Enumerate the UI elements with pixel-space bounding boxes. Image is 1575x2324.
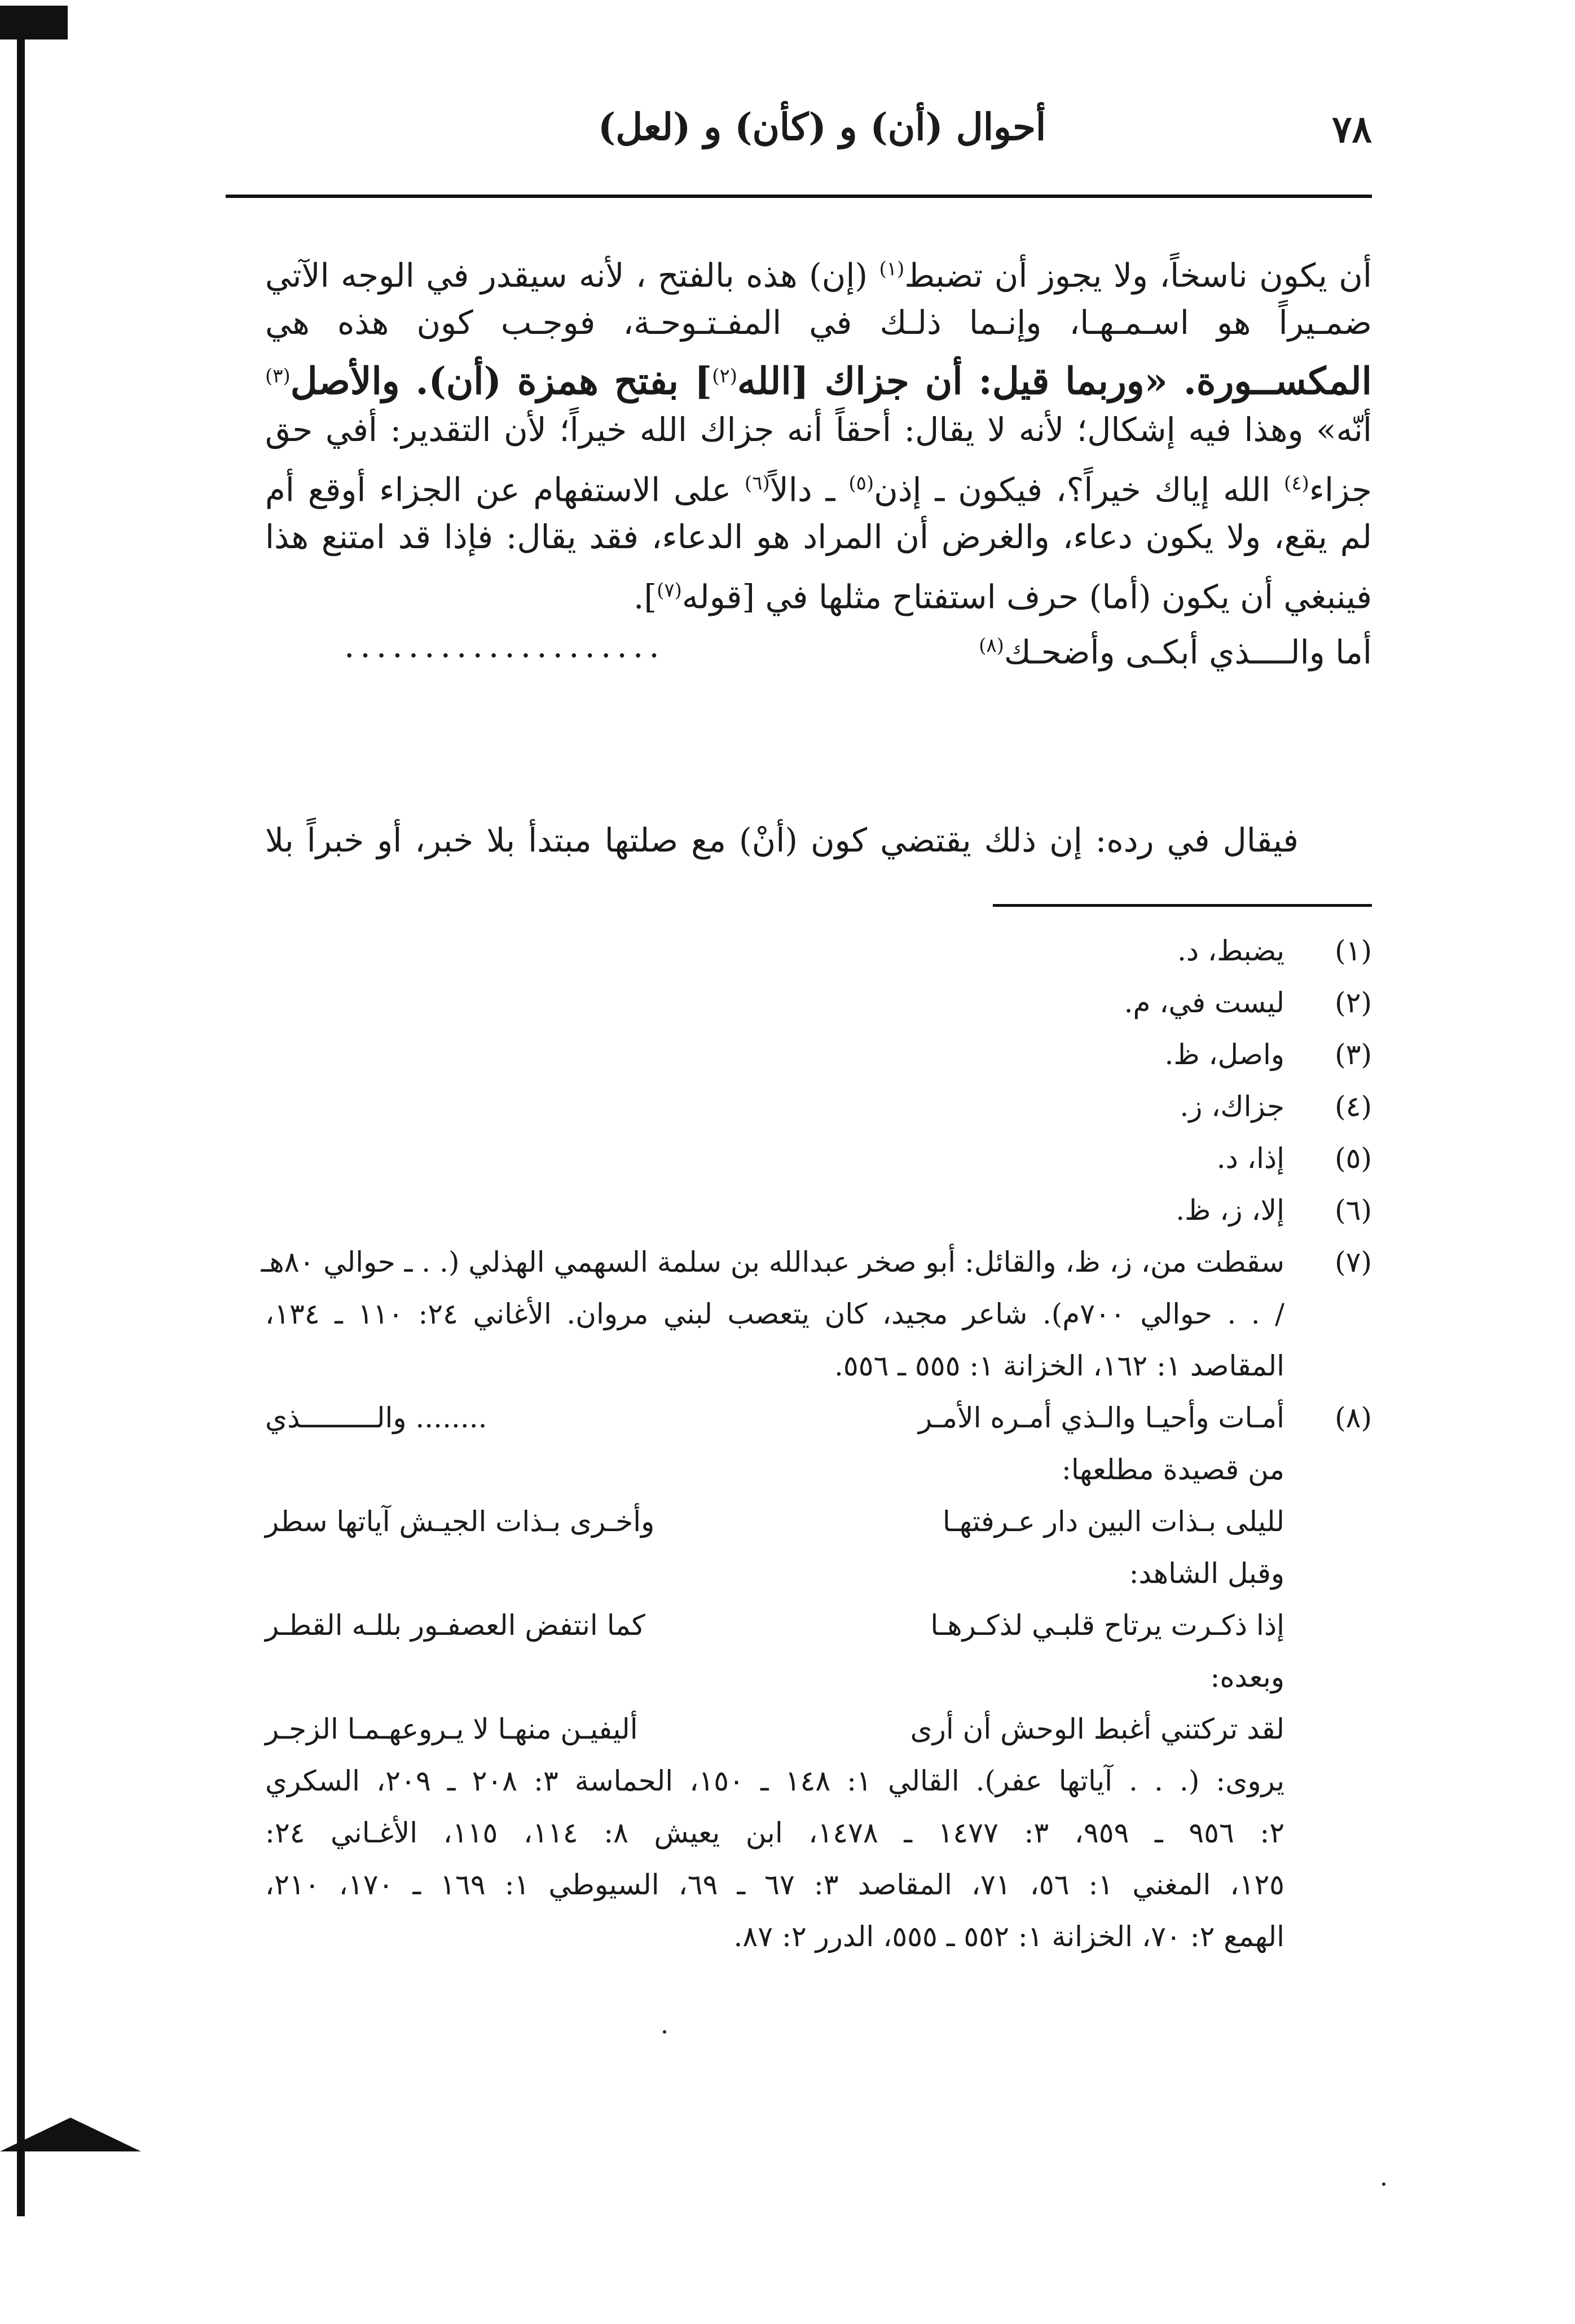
footnote-ref-4: (٤) (1283, 472, 1309, 495)
footnote-ref-2: (٢) (712, 365, 737, 387)
footnote-ref-8: (٨) (979, 634, 1004, 657)
footnote-5: (٥) إذا، د. (1216, 1142, 1372, 1175)
footnote-7: (٧) سقطت من، ز، ظ، والقائل: أبو صخر عبدالله بن سلمة السهمي الهذلي (. . ـ حوالي ٨٠هـ / . . حوالي ٧٠٠م). شاعر مجيد، كان يتعصب لبني مروان. الأغاني ٢٤: ١١٠ ـ ١٣٤، المقاصد ١: ١٦٢، الخزانة ١: ٥٥٥ ـ ٥٥٦. (261, 1246, 1372, 1382)
footnote-1: (١) يضبط، د. (1177, 934, 1372, 967)
body-line-2: ضمـيراً هو اسـمـهـا، وإنـما ذلـك في المفـتـوحـة، فوجـب كون هذه هي (265, 303, 1372, 342)
footnote-4: (٤) جزاك، ز. (1180, 1090, 1372, 1123)
running-title: أحوال (أن) و (كأن) و (لعل) (598, 105, 1046, 149)
footnote-ref-1: (١) (879, 258, 905, 280)
verse-hemistich: أما والــــذي أبكـى وأضحـك$^{(٨)}$ (979, 633, 1372, 672)
footnote-verse-2: لليلى بـذات البين دار عـرفتهـا وأخـرى بـذات الجيـش آياتها سطر (265, 1505, 1284, 1538)
binding-mark-top (0, 6, 68, 39)
scan-speck (663, 2030, 666, 2034)
footnote-rule (993, 904, 1372, 907)
footnote-verse-3: إذا ذكـرت يرتاح قلبـي لذكـرهـا كما انتفض العصفـور بللـه القطـر (265, 1609, 1284, 1642)
body-line-6: لم يقع، ولا يكون دعاء، والغرض أن المراد هو الدعاء، فقد يقال: فإذا قد امتنع هذا (265, 518, 1372, 556)
scan-speck (1382, 2182, 1385, 2186)
footnote-ref-7: (٧) (657, 579, 682, 602)
body-line-7: فينبغي أن يكون (أما) حرف استفتاح مثلها في [قوله$^{(٧)}$]. (633, 577, 1372, 616)
body-line-resume: فيقال في رده: إن ذلك يقتضي كون (أنْ) مع صلتها مبتدأ بلا خبر، أو خبراً بلا (265, 821, 1299, 859)
verse-ellipsis: .................... (344, 627, 665, 665)
footnote-verse-1: أمـات وأحيـا والـذي أمـره الأمـر ........ والـــــــــذي (265, 1401, 1284, 1434)
footnote-verse-4: لقد تركتني أغبط الوحش أن أرى أليفيـن منهـا لا يـروعهـمـا الزجـر (265, 1713, 1284, 1745)
body-line-1: أن يكون ناسخاً، ولا يجوز أن تضبط$^{(١)}$ (إن) هذه بالفتح ، لأنه سيقدر في الوجه الآتي (265, 256, 1372, 295)
footnote-6: (٦) إلا، ز، ظ. (1176, 1194, 1372, 1227)
binding-mark-bottom (0, 2112, 141, 2151)
main-text (265, 242, 1372, 674)
page-header (598, 102, 1372, 164)
footnote-ref-3: (٣) (265, 365, 291, 387)
body-line-4: أنّه» وهذا فيه إشكال؛ لأنه لا يقال: أحقاً أنه جزاك الله خيراً؛ لأن التقدير: أفي حق (265, 411, 1372, 449)
binding-edge (17, 17, 25, 2216)
footnote-3: (٣) واصل، ظ. (1164, 1038, 1372, 1071)
footnote-ref-6: (٦) (744, 472, 770, 495)
header-rule (226, 195, 1372, 198)
page-number: ٧٨ (1332, 107, 1372, 151)
footnote-8: (٨) أمـات وأحيـا والـذي أمـره الأمـر ........ والـــــــــذي من قصيدة مطلعها: لليلى بـذات البين دار عـرفتهـا وأخـرى بـذات الجيـش آياتها سطر وقبل الشاهد: إذا ذكـرت يرتاح قلبـي لذكـرهـا كما انتفض العصفـور بللـه القطـر وبعده: لقد تركتني أغبط الوحش أن أرى أليفيـن منهـا لا يـروعهـمـا الزجـر يروى: (. . . آياتها عفر). القالي ١: ١٤٨ ـ ١٥٠، الحماسة ٣: ٢٠٨ ـ ٢٠٩، السكري ٢: ٩٥٦ ـ ٩٥٩، ٣: ١٤٧٧ ـ ١٤٧٨، ابن يعيش ٨: ١١٤، ١١٥، الأغـاني ٢٤: ١٢٥، المغني ١: ٥٦، ٧١، المقاصد ٣: ٦٧ ـ ٦٩، السيوطي ١: ١٦٩ ـ ١٧٠، ٢١٠، الهمع ٢: ٧٠، الخزانة ١: ٥٥٢ ـ ٥٥٥، الدرر ٢: ٨٧. (265, 1392, 1372, 1963)
verse-quote (265, 618, 1372, 674)
footnotes (261, 925, 1372, 1963)
body-line-5: جزاء$^{(٤)}$ الله إياك خيراً؟، فيكون ـ إذن$^{(٥)}$ ـ دالاً$^{(٦)}$ على الاستفهام عن الجزاء أوقع أم (265, 470, 1372, 509)
footnote-2: (٢) ليست في، م. (1124, 986, 1372, 1019)
footnote-ref-5: (٥) (848, 472, 874, 495)
body-line-3: المكســورة. «وربما قيل: أن جزاك [الله$^{(٢)}$] بفتح همزة (أن). والأصل$^{(٣)}$ (265, 359, 1372, 403)
